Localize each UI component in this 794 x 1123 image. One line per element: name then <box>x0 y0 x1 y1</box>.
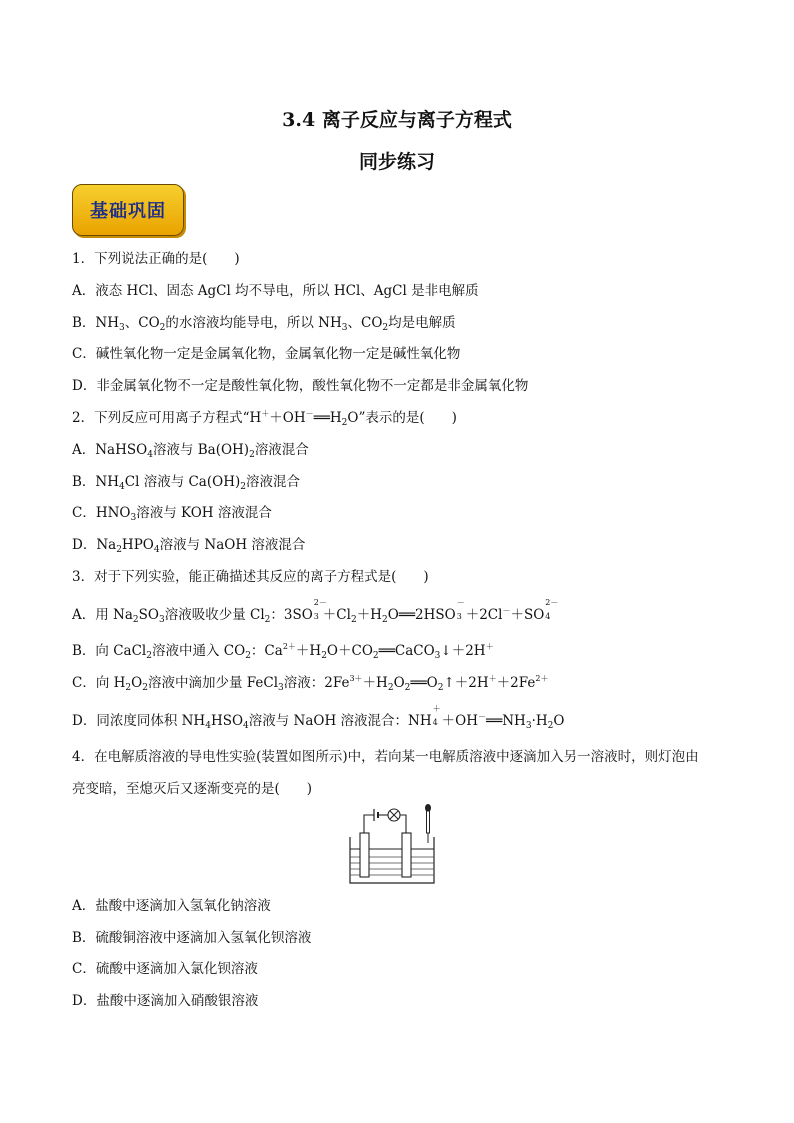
q3-stem: 3．对于下列实验，能正确描述其反应的离子方程式是( ) <box>72 569 429 585</box>
right-electrode <box>402 833 411 877</box>
q1-option-d: D．非金属氧化物不一定是酸性氧化物，酸性氧化物不一定都是非金属氧化物 <box>72 378 529 394</box>
q4-option-c: C．硫酸中逐滴加入氯化钡溶液 <box>72 961 258 977</box>
q3-option-d: D．同浓度同体积 $NH_4HSO_4$溶液与 NaOH 溶液混合：NH ＋ 4 $+OH^-══NH_3\cdot H_2O$ <box>72 704 565 731</box>
q2-option-c: C．$HNO_3$溶液与 KOH 溶液混合 <box>72 505 272 523</box>
q3-option-c: C．向 $H_2O_2$溶液中滴加少量 FeCl$_3$溶液：$2Fe^{3+}+H_2O_2══O_2↑+2H^++2Fe^{2+}$ <box>72 674 549 693</box>
q1-option-a: A．液态 HCl、固态 AgCl 均不导电，所以 HCl、AgCl 是非电解质 <box>72 283 479 299</box>
q3-option-a: A．用 $Na_2SO_3$溶液吸收少量 $Cl_2$：3SO 2－ 3 $+Cl_2+H_2O══2HSO$ － 3 ＋2Cl－＋SO 2－ 4 <box>72 598 559 625</box>
q4-option-a: A．盐酸中逐滴加入氢氧化钠溶液 <box>72 898 271 914</box>
battery-icon <box>374 809 388 821</box>
q2-stem: 2．下列反应可用离子方程式“$H^++OH^-══H_2O$”表示的是( ) <box>72 409 457 428</box>
section-badge <box>72 184 184 236</box>
q1-option-c: C．碱性氧化物一定是金属氧化物，金属氧化物一定是碱性氧化物 <box>72 346 461 362</box>
page-subtitle: 同步练习 <box>358 151 435 173</box>
section-badge-label: 基础巩固 <box>90 201 166 222</box>
q4-stem-line2: 亮变暗，至熄灭后又逐渐变亮的是( ) <box>72 781 313 797</box>
page-title: 3.4 离子反应与离子方程式 <box>282 109 512 131</box>
q4-option-b: B．硫酸铜溶液中逐滴加入氢氧化钡溶液 <box>72 930 312 946</box>
q2-option-d: D．$Na_2HPO_4$溶液与 NaOH 溶液混合 <box>72 537 306 555</box>
q1-option-b: B．$NH_3$、$CO_2$的水溶液均能导电，所以 $NH_3$、$CO_2$均是电解质 <box>72 315 456 333</box>
dropper-icon <box>425 804 431 843</box>
conductivity-apparatus-diagram <box>342 803 442 889</box>
q4-stem-line1: 4．在电解质溶液的导电性实验(装置如图所示)中，若向某一电解质溶液中逐滴加入另一溶液时，则灯泡由 <box>72 749 699 765</box>
q1-stem: 1．下列说法正确的是( ) <box>72 251 240 267</box>
q3-option-b: B．向 CaCl$_2$溶液中通入 $CO_2$：$Ca^{2+}+H_2O+CO_2══CaCO_3↓+2H^+$ <box>72 642 494 661</box>
left-electrode <box>360 833 369 877</box>
q2-option-b: B．$NH_4Cl$ 溶液与 $Ca(OH)_2$溶液混合 <box>72 474 300 492</box>
q4-option-d: D．盐酸中逐滴加入硝酸银溶液 <box>72 993 259 1009</box>
lamp-icon <box>388 809 400 821</box>
q2-option-a: A．NaHSO$_4$溶液与 $Ba(OH)_2$溶液混合 <box>72 442 309 460</box>
